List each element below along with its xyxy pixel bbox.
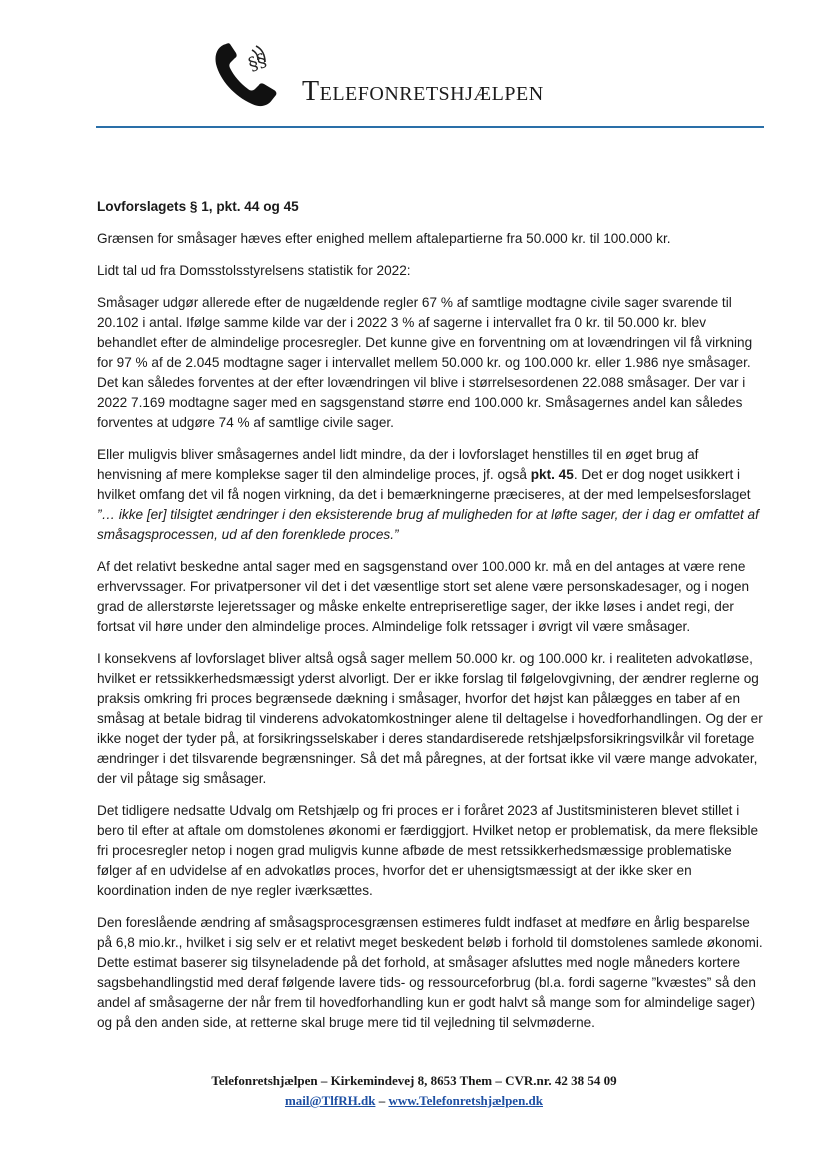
website-link[interactable]: www.Telefonretshjælpen.dk bbox=[388, 1093, 544, 1108]
svg-text:§§: §§ bbox=[245, 49, 270, 76]
letterhead bbox=[0, 0, 828, 140]
footer-address: Telefonretshjælpen – Kirkemindevej 8, 8653 Them – CVR.nr. 42 38 54 09 bbox=[211, 1073, 617, 1088]
email-link[interactable]: mail@TlfRH.dk bbox=[284, 1093, 376, 1108]
paragraph-6: I konsekvens af lovforslaget bliver altså også sager mellem 50.000 kr. og 100.000 kr. i realiteten advokatløse, hvilket er retssikkerhedsmæssigt yderst alvorligt. Der er ikke forslag til følgelovgivning, der ændrer reglerne og praksis omkring fri proces begrænsede dækning i småsager, hvorfor det højst kan pålægges en taber af en småsag at betale bidrag til vinderens advokatomkostninger alene til deltagelse i hovedforhandlingen. Og der er ikke noget der tyder på, at forsikringsselskaber i deres standardiserede retshjælpsforsikringsvilkår vil foretage ændringer i det tilsvarende begrænsninger. Så det må påregnes, at der fortsat ikke vil være mange advokater, der vil påtage sig småsager. bbox=[97, 651, 763, 786]
paragraph-2: Lidt tal ud fra Domsstolsstyrelsens statistik for 2022: bbox=[97, 263, 411, 278]
org-name: Telefonretshjælpen bbox=[302, 76, 544, 107]
paragraph-4-text-a: Eller muligvis bliver småsagernes andel lidt mindre, da der i lovforslaget henstilles til en øget brug af henvisning af mere komplekse sager til den almindelige proces, jf. også bbox=[97, 447, 699, 482]
paragraph-8: Den foreslående ændring af småsagsprocesgrænsen estimeres fuldt indfaset at medføre en årlig besparelse på 6,8 mio.kr., hvilket i sig selv er et relativt meget beskedent beløb i forhold til domstolenes samlede økonomi. Dette estimat baserer sig tilsyneladende på det forhold, at småsager afsluttes med nogle måneders kortere sagsbehandlingstid med deraf følgende lavere tids- og ressourceforbrug (bl.a. fordi sagerne ”kvæstes” så den andel af småsagerne der når frem til hovedforhandling kun er godt halvt så mange som for almindelige sager) og på den anden side, at retterne skal bruge mere tid til vejledning til selvmøderne. bbox=[97, 915, 763, 1030]
paragraph-5: Af det relativt beskedne antal sager med en sagsgenstand over 100.000 kr. må en del antages at være rene erhvervssager. For privatpersoner vil det i det væsentlige stort set alene være personskadesager, og i nogen grad de allerstørste lejeretssager og måske enkelte entrepriseretlige sager, der ikke løses i andet regi, der fortsat vil høre under den almindelige proces. Almindelige folk retssager i øvrigt vil være småsager. bbox=[97, 559, 750, 634]
paragraph-3: Småsager udgør allerede efter de nugældende regler 67 % af samtlige modtagne civile sager svarende til 20.102 i antal. Ifølge samme kilde var der i 2022 3 % af sagerne i intervallet fra 0 kr. til 50.000 kr. blev behandlet efter de almindelige procesregler. Det kunne give en forventning om at lovændringen vil få virkning for 97 % af de 2.045 modtagne sager i intervallet mellem 50.000 kr. og 100.000 kr. eller 1.986 nye småsager. Det kan således forventes at der efter lovændringen vil blive i størrelsesordenen 22.088 småsager. Der var i 2022 7.169 modtagne sager med en sagsgenstand større end 100.000 kr. Småsagernes andel kan således forventes at udgøre 74 % af samtlige civile sager. bbox=[97, 295, 753, 430]
footer-links bbox=[0, 1091, 828, 1111]
paragraph-4-reference: pkt. 45 bbox=[530, 467, 574, 482]
section-heading: Lovforslagets § 1, pkt. 44 og 45 bbox=[97, 199, 299, 214]
header-rule bbox=[96, 126, 764, 128]
paragraph-1: Grænsen for småsager hæves efter enighed mellem aftalepartierne fra 50.000 kr. til 100.000 kr. bbox=[97, 231, 671, 246]
phone-paragraph-icon bbox=[212, 40, 284, 110]
paragraph-4 bbox=[97, 445, 765, 545]
paragraph-4-text-b: . Det er dog noget usikkert i hvilket omfang det vil få nogen virkning, da det i bemærkningerne præciseres, at der med lempelsesforslaget bbox=[97, 467, 751, 502]
paragraph-7: Det tidligere nedsatte Udvalg om Retshjælp og fri proces er i foråret 2023 af Justitsministeren blevet stillet i bero til efter at aftale om domstolenes økonomi er færdiggjort. Hvilket netop er problematisk, da mere fleksible fri procesregler netop i nogen grad muligvis kunne afbøde de mest retssikkerhedsmæssige problematiske følger af en udvidelse af en advokatløs proces, hvorfor det er uhensigtsmæssigt at der ikke sker en koordination inden de nye regler iværksættes. bbox=[97, 803, 759, 898]
paragraph-4-quote: ”… ikke [er] tilsigtet ændringer i den eksisterende brug af muligheden for at løfte sager, der i dag er omfattet af småsagsprocessen, ud af den forenklede proces.” bbox=[97, 507, 759, 542]
document-body bbox=[97, 197, 765, 1045]
footer-separator: – bbox=[375, 1093, 389, 1108]
footer bbox=[0, 1071, 828, 1111]
